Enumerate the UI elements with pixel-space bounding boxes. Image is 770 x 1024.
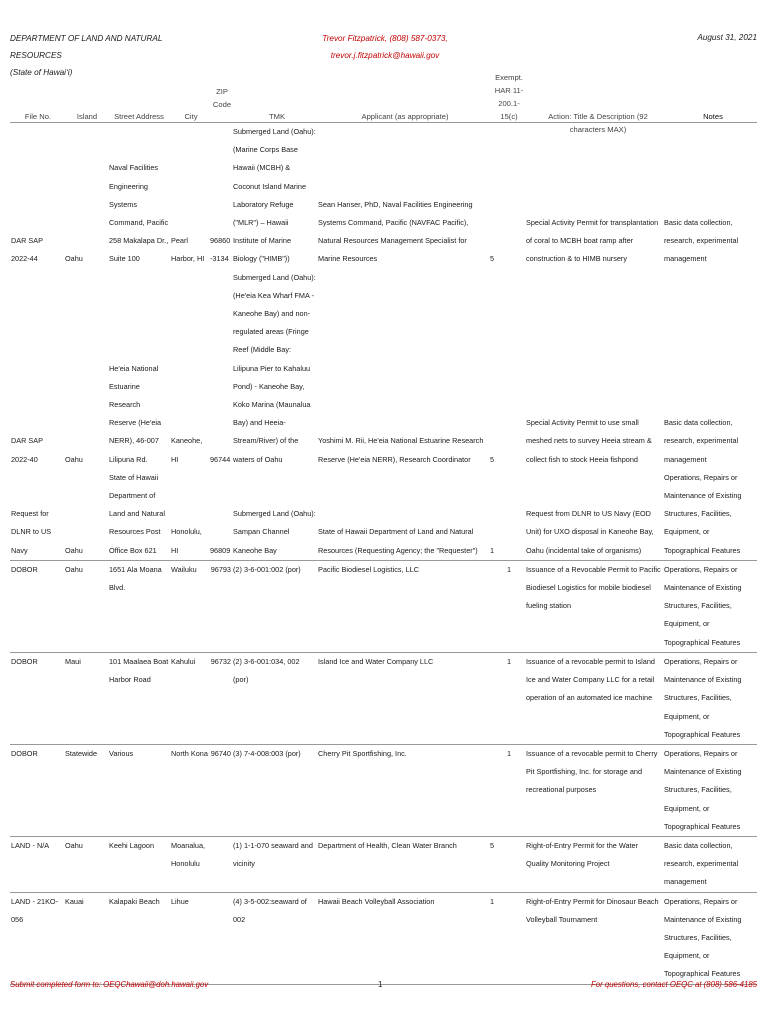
city-cell: Honolulu, HI [170, 469, 209, 561]
col-header-action: Action: Title & Description (92 characters MAX) [548, 112, 648, 134]
agency-header [10, 30, 210, 81]
applicant-cell: Island Ice and Water Company LLC [317, 652, 489, 744]
file-no-cell: Request for DLNR to US Navy [10, 469, 64, 561]
col-header-tmk: TMK [268, 112, 286, 121]
applicant-cell: Pacific Biodiesel Logistics, LLC [317, 560, 489, 652]
tmk-cell: (4) 3-5-002:seaward of 002 [232, 892, 317, 984]
table-row [10, 652, 757, 744]
action-cell: Right-of-Entry Permit for the Water Quality Monitoring Project [525, 836, 663, 892]
street-cell: State of Hawaii Department of Land and Natural Resources Post Office Box 621 [108, 469, 170, 561]
contact-name-phone: Trevor Fitzpatrick, (808) 587-0373, [322, 34, 448, 43]
street-cell: 1651 Ala Moana Blvd. [108, 560, 170, 652]
agency-state: (State of Hawaiʻi) [10, 68, 73, 77]
page-number: 1 [378, 980, 383, 989]
city-cell: Kaneohe, HI [171, 436, 203, 464]
tmk-cell: (2) 3-6-001:002 (por) [232, 560, 317, 652]
zip-cell: 96860-3134 [210, 236, 231, 264]
action-cell: Issuance of a revocable permit to Island Ice and Water Company LLC for a retail operation of an automated ice machine [525, 652, 663, 744]
notes-cell: Basic data collection, research, experimental management [664, 218, 739, 264]
city-cell: Wailuku [170, 560, 209, 652]
notes-cell: Basic data collection, research, experimental management [663, 836, 757, 892]
action-cell: Special Activity Permit for transplantation of coral to MCBH boat ramp after construction & to HIMB nursery [526, 218, 659, 264]
zip-cell: 96744 [210, 454, 231, 464]
applicant-cell: Yoshimi M. Rii, He'eia National Estuarine Research Reserve (He'eia NERR), Research Coordinator [318, 436, 484, 464]
island-cell: Statewide [64, 744, 108, 836]
exempt-cell: 5 [490, 454, 495, 464]
tmk-cell: (1) 1-1-070 seaward and vicinity [232, 836, 317, 892]
file-no-cell: LAND - 21KO-056 [10, 892, 64, 984]
applicant-cell: State of Hawaii Department of Land and Natural Resources (Requesting Agency; the "Requester") [317, 469, 489, 561]
island-cell: Maui [64, 652, 108, 744]
action-cell: Issuance of a revocable permit to Cherry Pit Sportfishing, Inc. for storage and recreational purposes [525, 744, 663, 836]
island-cell: Oahu [64, 560, 108, 652]
action-cell: Right-of-Entry Permit for Dinosaur Beach Volleyball Tournament [525, 892, 663, 984]
file-no-cell: DAR SAP 2022-44 [11, 236, 43, 264]
island-cell: Oahu [64, 836, 108, 892]
exempt-cell: 1 [489, 652, 525, 744]
street-cell: Keehi Lagoon [108, 836, 170, 892]
table-row [10, 836, 757, 892]
table-row [10, 744, 757, 836]
island-cell: Oahu [65, 254, 83, 264]
tmk-cell: Submerged Land (Oahu): (He'eia Kea Wharf FMA - Kaneohe Bay) and non-regulated areas (Fringe Reef (Middle Bay: Lilipuna Pier to Kahaluu Pond) - Kaneohe Bay, Koko Marina (Maunalua Bay) and Heeia-Stream/River) of the waters of Oahu [233, 272, 316, 464]
city-cell: Kahului [170, 652, 209, 744]
file-no-cell: DOBOR [10, 560, 64, 652]
exempt-cell: 1 [489, 744, 525, 836]
col-header-notes: Notes [703, 112, 723, 121]
street-cell: He'eia National Estuarine Research Reserve (He'eia NERR), 46-007 Lilipuna Rd. [109, 363, 162, 464]
table-row [10, 560, 757, 652]
notes-cell: Operations, Repairs or Maintenance of Existing Structures, Facilities, Equipment, or Topographical Features [663, 560, 757, 652]
tmk-cell: Submerged Land (Oahu): Sampan Channel Kaneohe Bay [232, 469, 317, 561]
action-cell: Special Activity Permit to use small meshed nets to survey Heeia stream & collect fish to stock Heeia fishpond [526, 418, 652, 464]
notes-cell: Operations, Repairs or Maintenance of Existing Structures, Facilities, Equipment, or Topographical Features [663, 892, 757, 984]
notes-cell: Operations, Repairs or Maintenance of Existing Structures, Facilities, Equipment, or Topographical Features [663, 744, 757, 836]
file-no-cell: DOBOR [10, 744, 64, 836]
col-header-island: Island [76, 112, 98, 121]
applicant-cell: Department of Health, Clean Water Branch [317, 836, 489, 892]
exempt-cell: 1 [489, 469, 525, 561]
col-header-file-no: File No. [24, 112, 52, 121]
street-cell: 101 Maalaea Boat Harbor Road [108, 652, 170, 744]
island-cell: Oahu [65, 454, 83, 464]
city-cell: Lihue [170, 892, 209, 984]
file-no-cell: DOBOR [10, 652, 64, 744]
city-cell: Pearl Harbor, HI [171, 236, 205, 264]
island-cell: Oahu [64, 469, 108, 561]
table-row [10, 123, 757, 269]
agency-name: DEPARTMENT OF LAND AND NATURAL RESOURCES [10, 34, 163, 60]
action-cell: Request from DLNR to US Navy (EOD Unit) for UXO disposal in Kaneohe Bay, Oahu (incidental take of organisms) [525, 469, 663, 561]
exempt-cell: 5 [489, 836, 525, 892]
applicant-cell: Cherry Pit Sportfishing, Inc. [317, 744, 489, 836]
file-no-cell: DAR SAP 2022-40 [11, 436, 43, 464]
street-cell: Various [108, 744, 170, 836]
file-no-cell: LAND - N/A [10, 836, 64, 892]
contact-footer: For questions, contact OEQC at (808) 586-4185 [591, 980, 757, 989]
submit-instructions: Submit completed form to: OEQChawaii@doh.hawaii.gov [10, 980, 209, 989]
exempt-cell: 1 [489, 892, 525, 984]
contact-header [300, 30, 470, 64]
col-header-zip: ZIP Code [212, 87, 232, 109]
zip-cell: 96809 [209, 469, 232, 561]
city-cell: North Kona [170, 744, 209, 836]
exempt-cell: 5 [490, 254, 495, 264]
tmk-cell: Submerged Land (Oahu): (Marine Corps Base Hawaii (MCBH) & Coconut Island Marine Laboratory Refuge ("MLR") – Hawaii Institute of Marine Biology ("HIMB")) [233, 127, 316, 264]
table-row [10, 892, 757, 984]
tmk-cell: (2) 3-6-001:034, 002 (por) [232, 652, 317, 744]
zip-cell: 96740 [209, 744, 232, 836]
contact-email: trevor.j.fitzpatrick@hawaii.gov [330, 51, 440, 60]
applicant-cell: Sean Hanser, PhD, Naval Facilities Engineering Systems Command, Pacific (NAVFAC Pacific), Natural Resources Management Specialist for Marine Resources [318, 199, 473, 264]
applicant-cell: Hawaii Beach Volleyball Association [317, 892, 489, 984]
zip-cell [209, 836, 232, 892]
city-cell: Moanalua, Honolulu [170, 836, 209, 892]
tmk-cell: (3) 7-4-008:003 (por) [232, 744, 317, 836]
col-header-city: City [184, 112, 198, 121]
zip-cell: 96732 [209, 652, 232, 744]
col-header-street: Street Address [114, 112, 164, 121]
exemption-table [10, 123, 757, 985]
street-cell: Kalapaki Beach [108, 892, 170, 984]
notes-cell: Basic data collection, research, experimental management [664, 418, 739, 464]
action-cell: Issuance of a Revocable Permit to Pacific Biodiesel Logistics for mobile biodiesel fueling station [525, 560, 663, 652]
col-header-applicant: Applicant (as appropriate) [361, 112, 449, 121]
zip-cell: 96793 [209, 560, 232, 652]
table-row [10, 269, 757, 469]
island-cell: Kauai [64, 892, 108, 984]
notes-cell: Operations, Repairs or Maintenance of Existing Structures, Facilities, Equipment, or Topographical Features [663, 652, 757, 744]
table-row [10, 469, 757, 561]
zip-cell [209, 892, 232, 984]
col-header-exempt: Exempt. HAR 11-200.1-15(c) [494, 73, 524, 121]
report-date: August 31, 2021 [697, 33, 757, 42]
notes-cell: Operations, Repairs or Maintenance of Existing Structures, Facilities, Equipment, or Topographical Features [663, 469, 757, 561]
exempt-cell: 1 [489, 560, 525, 652]
street-cell: Naval Facilities Engineering Systems Command, Pacific 258 Makalapa Dr., Suite 100 [109, 163, 169, 264]
